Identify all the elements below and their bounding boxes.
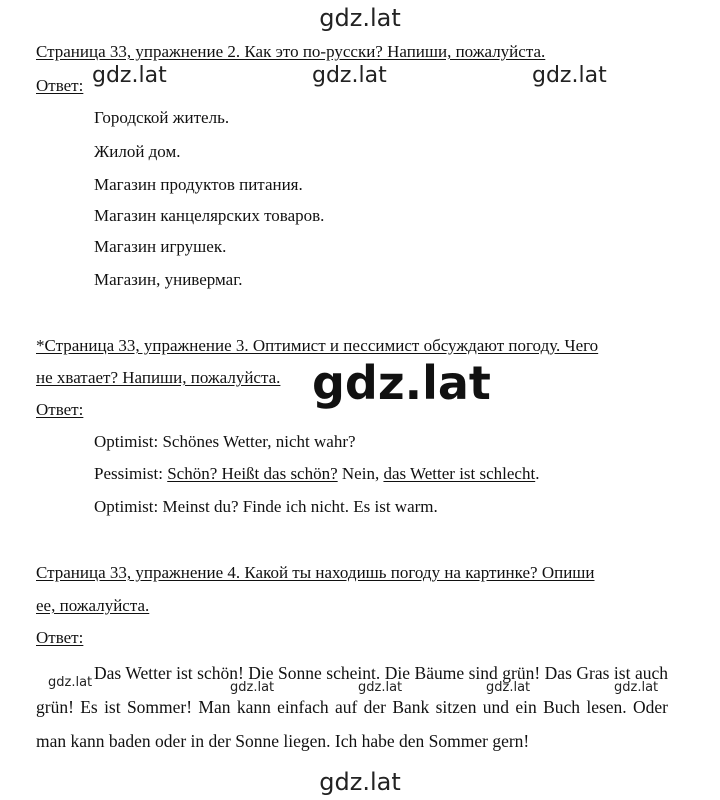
exercise-2-item: Жилой дом. [94, 142, 181, 161]
dialogue-text: Nein, [337, 464, 384, 483]
watermark-bottom: gdz.lat [319, 768, 401, 796]
watermark-small-2: gdz.lat [230, 680, 275, 695]
watermark-2: gdz.lat [312, 63, 387, 88]
exercise-2-item: Магазин, универмаг. [94, 270, 243, 289]
dialogue-filled-blank-1: Schön? Heißt das schön? [167, 464, 338, 483]
dialogue-line-pessimist [94, 464, 539, 484]
dialogue-speaker: Pessimist: [94, 464, 168, 483]
exercise-2-item: Магазин продуктов питания. [94, 175, 303, 194]
exercise-4-header-line2: ее, пожалуйста. [36, 596, 150, 615]
exercise-2-item: Магазин игрушек. [94, 237, 227, 256]
watermark-large: gdz.lat [312, 356, 491, 410]
exercise-2-item: Городской житель. [94, 108, 230, 127]
watermark-small-3: gdz.lat [358, 680, 403, 695]
watermark-small-1: gdz.lat [48, 675, 93, 690]
watermark-top: gdz.lat [319, 4, 401, 32]
exercise-3-header-line1: *Страница 33, упражнение 3. Оптимист и пессимист обсуждают погоду. Чего [36, 336, 599, 355]
watermark-small-4: gdz.lat [486, 680, 531, 695]
exercise-2-answer-label: Ответ: [36, 76, 84, 95]
exercise-4-header-line1: Страница 33, упражнение 4. Какой ты находишь погоду на картинке? Опиши [36, 563, 595, 582]
exercise-4-answer-label: Ответ: [36, 628, 84, 647]
exercise-2-header: Страница 33, упражнение 2. Как это по-русски? Напиши, пожалуйста. [36, 42, 546, 61]
exercise-3-header-line2: не хватает? Напиши, пожалуйста. [36, 368, 281, 387]
dialogue-line-optimist-1: Optimist: Schönes Wetter, nicht wahr? [94, 432, 356, 451]
watermark-3: gdz.lat [532, 63, 607, 88]
watermark-small-5: gdz.lat [614, 680, 659, 695]
exercise-4-answer-paragraph: Das Wetter ist schön! Die Sonne scheint. Die Bäume sind grün! Das Gras ist auch grün! Es ist Sommer! Man kann einfach auf der Bank sitzen und ein Buch lesen. Oder man kann baden oder in der Sonne liegen. Ich habe den Sommer gern! [36, 663, 668, 751]
dialogue-line-optimist-2: Optimist: Meinst du? Finde ich nicht. Es ist warm. [94, 497, 438, 516]
exercise-2-item: Магазин канцелярских товаров. [94, 206, 325, 225]
dialogue-end: . [535, 464, 540, 483]
dialogue-filled-blank-2: das Wetter ist schlecht [383, 464, 536, 483]
exercise-3-answer-label: Ответ: [36, 400, 84, 419]
watermark-1: gdz.lat [92, 63, 167, 88]
